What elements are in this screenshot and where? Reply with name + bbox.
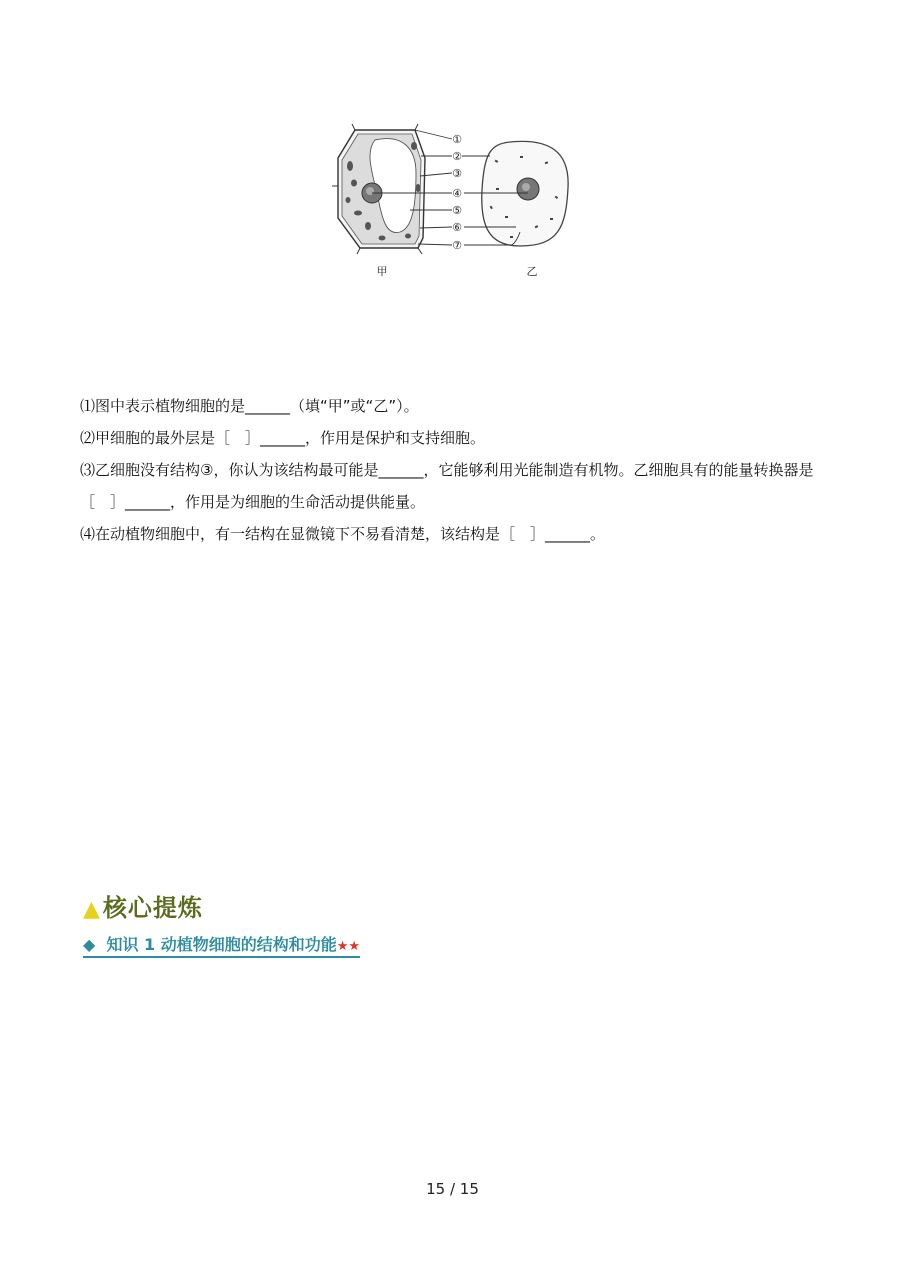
diamond-icon: ◆ xyxy=(83,935,96,954)
label-jia: 甲 xyxy=(376,265,388,278)
marker-4: ④ xyxy=(452,187,462,200)
marker-2: ② xyxy=(452,150,462,163)
question-2: ⑵甲细胞的最外层是［ ］______，作用是保护和支持细胞。 xyxy=(80,429,486,447)
cell-diagram xyxy=(330,118,590,288)
marker-7: ⑦ xyxy=(452,239,462,252)
marker-5: ⑤ xyxy=(452,204,462,217)
knowledge-title xyxy=(83,932,360,958)
star-rating: ★★ xyxy=(336,939,361,954)
label-yi: 乙 xyxy=(526,265,538,278)
marker-1: ① xyxy=(452,133,462,146)
page-number: 15 / 15 xyxy=(426,1180,479,1198)
marker-6: ⑥ xyxy=(452,221,462,234)
triangle-icon: ▲ xyxy=(83,897,101,922)
knowledge-title-text: 知识 1 动植物细胞的结构和功能 xyxy=(106,935,337,954)
marker-3: ③ xyxy=(452,167,462,180)
question-3: ⑶乙细胞没有结构③，你认为该结构最可能是______，它能够利用光能制造有机物。乙细胞具有的能量转换器是［ ］______，作用是为细胞的生命活动提供能量。 xyxy=(80,461,814,511)
question-1: ⑴图中表示植物细胞的是______（填“甲”或“乙”）。 xyxy=(80,397,419,415)
section-heading xyxy=(83,888,203,923)
question-4: ⑷在动植物细胞中，有一结构在显微镜下不易看清楚，该结构是［ ］______。 xyxy=(80,525,606,543)
section-heading-text: 核心提炼 xyxy=(102,894,203,922)
